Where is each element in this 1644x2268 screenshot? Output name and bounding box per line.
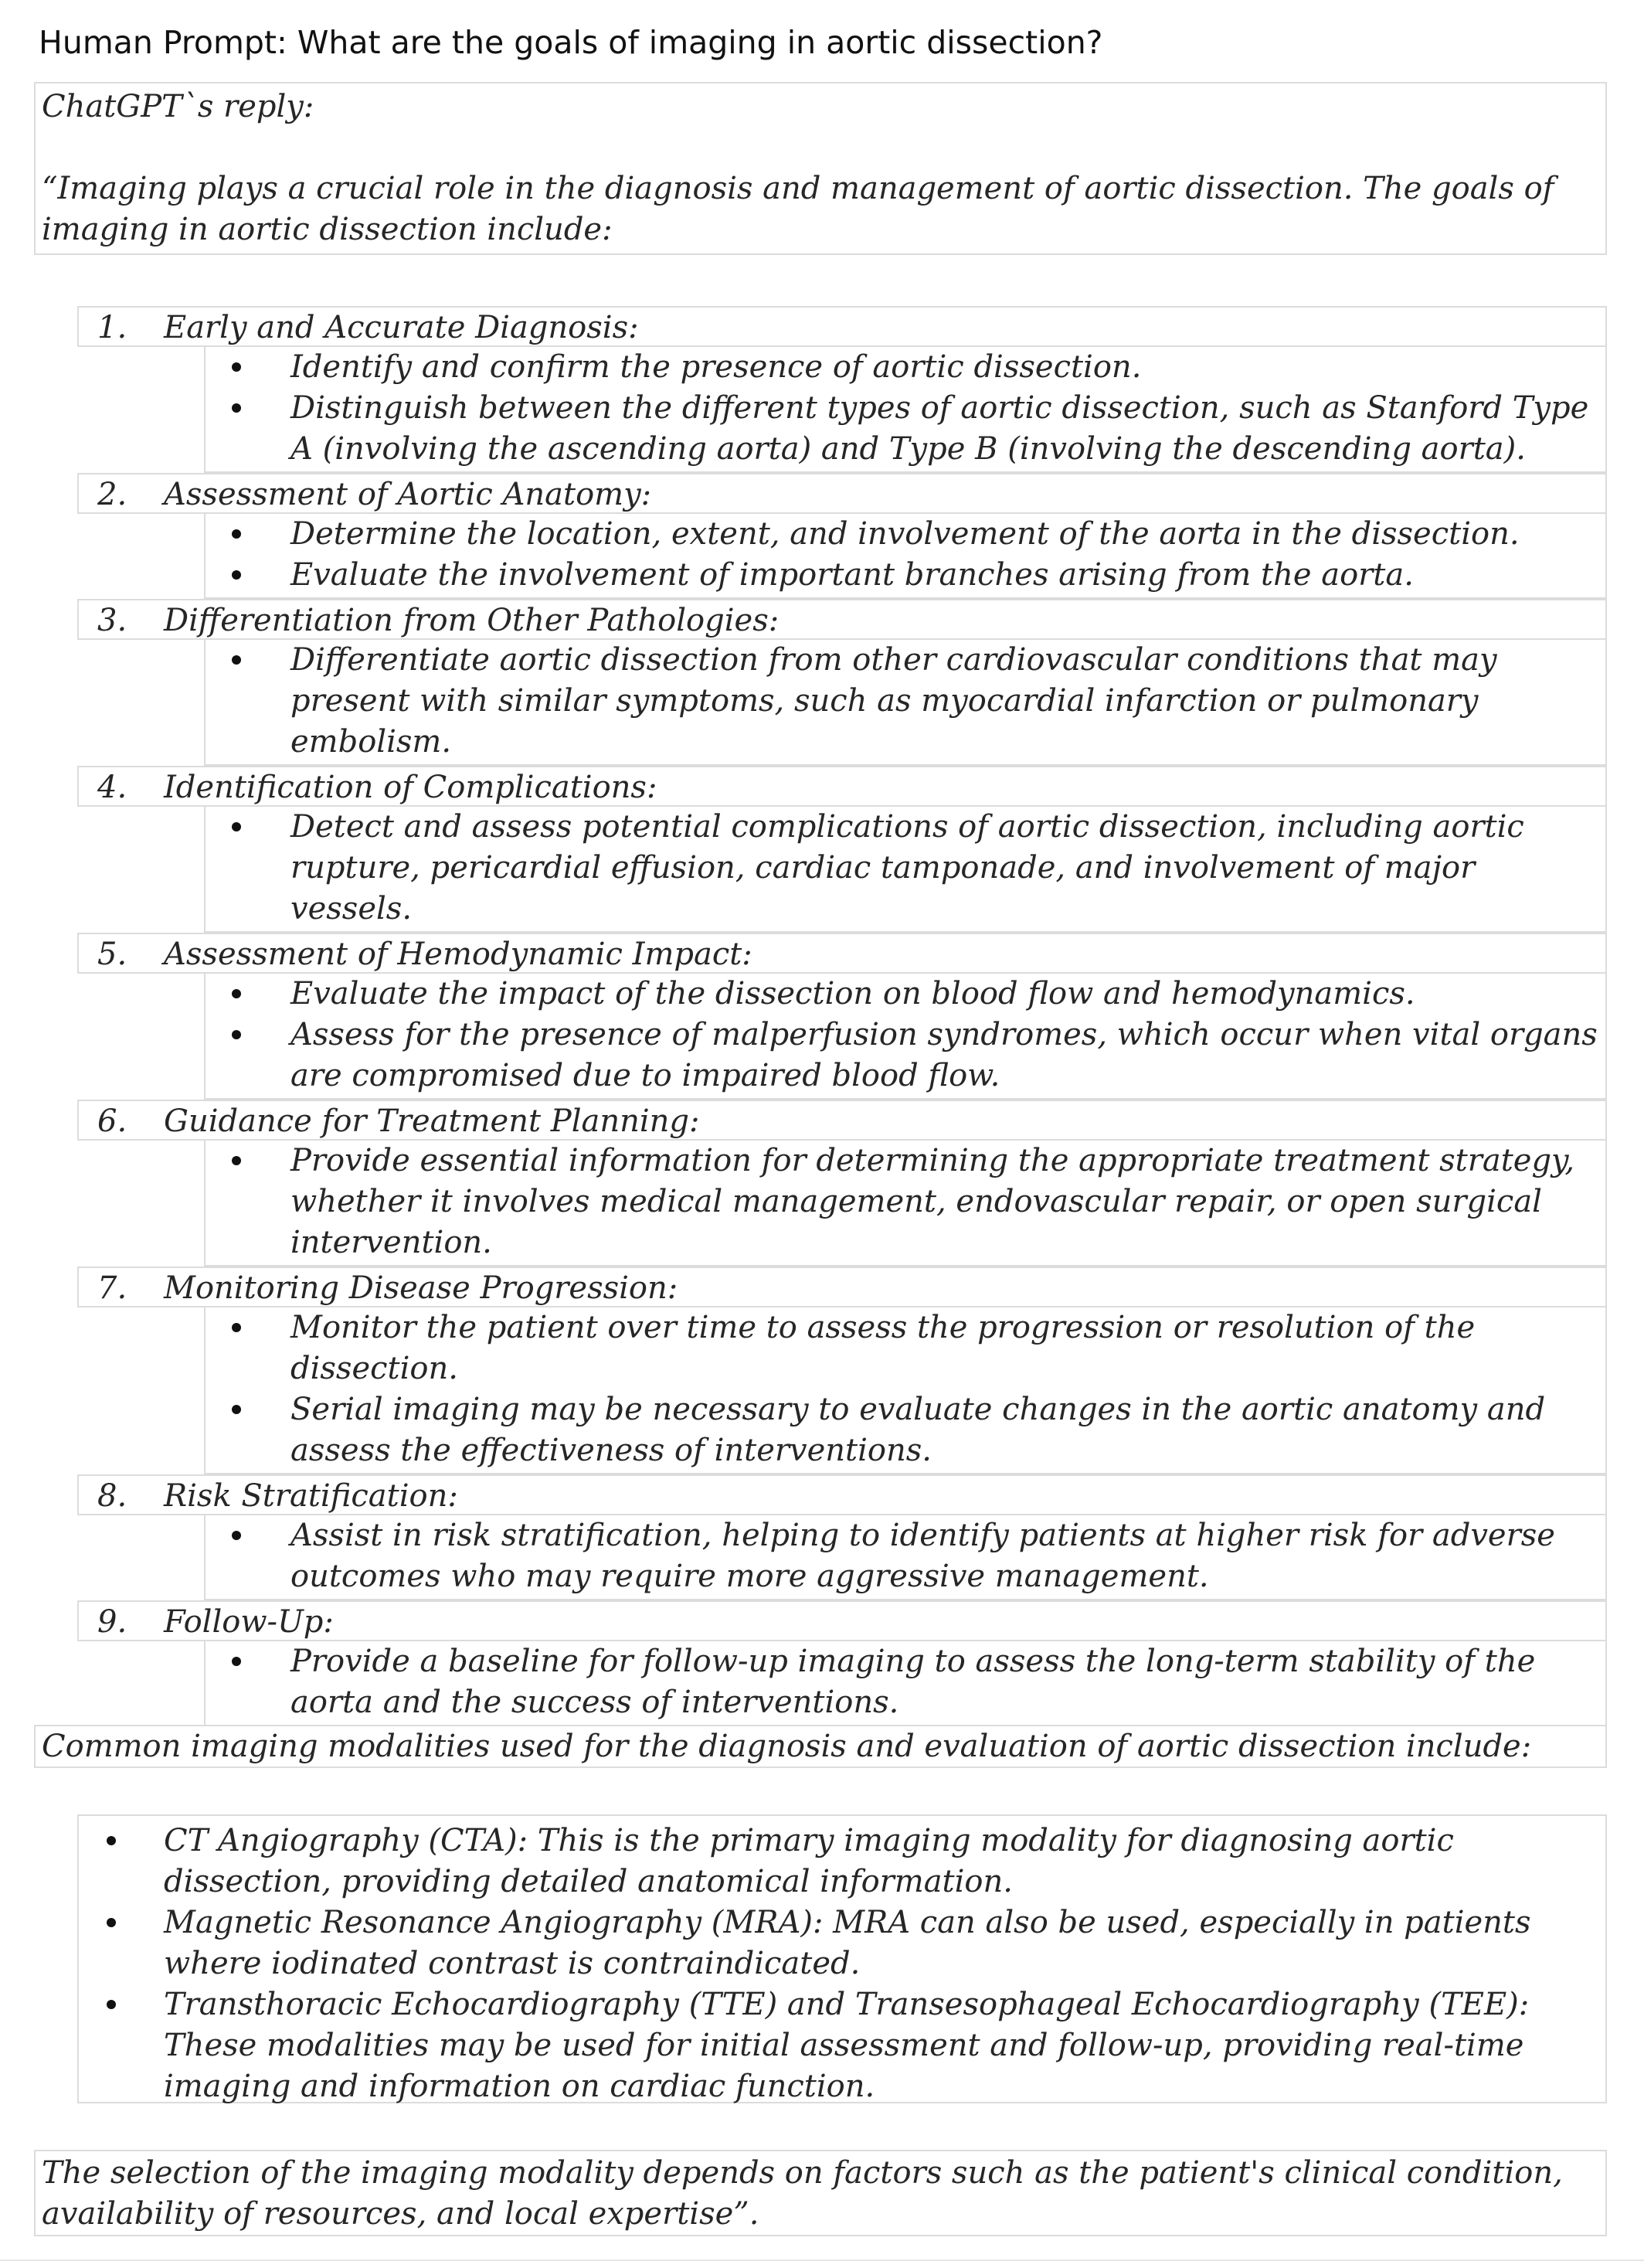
goal-title-row	[77, 1100, 1607, 1141]
goal-point	[206, 640, 1601, 763]
modalities-list	[77, 1814, 1607, 2103]
goal-point	[206, 1641, 1601, 1723]
goal-point-text: Monitor the patient over time to assess the progression or resolution of the dissection.	[290, 1310, 1476, 1386]
bullet-icon	[232, 1657, 241, 1666]
goal-point	[206, 1307, 1601, 1389]
human-prompt: Human Prompt: What are the goals of imaging in aortic dissection?	[39, 24, 1103, 61]
goals-list	[77, 306, 1607, 1726]
goal-point-text: Detect and assess potential complications of aortic dissection, including aortic rupture, pericardial effusion, cardiac tamponade, and involvement of major vessels.	[290, 809, 1524, 927]
bullet-icon	[107, 2000, 116, 2009]
goal-number: 7.	[97, 1270, 127, 1306]
bullet-icon	[232, 1323, 241, 1332]
goal-title-row	[77, 1600, 1607, 1641]
goal-point-text: Evaluate the impact of the dissection on blood flow and hemodynamics.	[290, 976, 1415, 1012]
page-divider	[0, 2259, 1644, 2261]
goal-point-text: Identify and confirm the presence of aortic dissection.	[290, 349, 1142, 385]
reply-intro-box	[34, 82, 1607, 255]
bullet-icon	[232, 403, 241, 413]
goal-points-box	[204, 640, 1607, 766]
modalities-intro: Common imaging modalities used for the diagnosis and evaluation of aortic dissection include:	[34, 1725, 1607, 1768]
goal-points-box	[204, 1641, 1607, 1726]
modality-item	[79, 1821, 1601, 1902]
goal-title: Assessment of Aortic Anatomy:	[164, 477, 652, 512]
goal-point-text: Assess for the presence of malperfusion syndromes, which occur when vital organs are compromised due to impaired blood flow.	[290, 1017, 1598, 1093]
goal-point	[206, 555, 1601, 596]
goal-point-text: Provide essential information for determining the appropriate treatment strategy, whether it involves medical management, endovascular repair, or open surgical intervention.	[290, 1143, 1575, 1260]
goal-title: Risk Stratification:	[164, 1478, 458, 1514]
goal-points-box	[204, 974, 1607, 1100]
goal-number: 9.	[97, 1604, 127, 1640]
bullet-icon	[232, 989, 241, 998]
reply-label: ChatGPT`s reply:	[42, 89, 314, 124]
goal-title-row	[77, 1267, 1607, 1307]
goal-point	[206, 514, 1601, 555]
goal-title: Identification of Complications:	[164, 770, 657, 805]
goal-title: Early and Accurate Diagnosis:	[164, 310, 639, 345]
goal-title: Differentiation from Other Pathologies:	[164, 603, 780, 638]
bullet-icon	[232, 822, 241, 831]
goal-title: Monitoring Disease Progression:	[164, 1270, 678, 1306]
goal-points-box	[204, 1515, 1607, 1600]
goal-number: 8.	[97, 1478, 127, 1514]
goal-title-row	[77, 933, 1607, 974]
bullet-icon	[107, 1836, 116, 1845]
goal-number: 5.	[97, 937, 127, 972]
goal-points-box	[204, 1307, 1607, 1474]
goal-title: Guidance for Treatment Planning:	[164, 1103, 700, 1139]
bullet-icon	[232, 529, 241, 539]
goal-title-row	[77, 473, 1607, 514]
modality-item	[79, 1902, 1601, 1984]
bullet-icon	[232, 570, 241, 580]
goal-title-row	[77, 766, 1607, 807]
goal-point	[206, 1141, 1601, 1263]
goal-point	[206, 1515, 1601, 1597]
goal-title-row	[77, 599, 1607, 640]
bullet-icon	[107, 1918, 116, 1927]
goal-point-text: Determine the location, extent, and involvement of the aorta in the dissection.	[290, 516, 1520, 552]
goal-point-text: Provide a baseline for follow-up imaging to assess the long-term stability of the aorta and the success of interventions.	[290, 1644, 1536, 1720]
bullet-icon	[232, 1030, 241, 1039]
goal-points-box	[204, 1141, 1607, 1267]
goal-point-text: Assist in risk stratification, helping to identify patients at higher risk for adverse outcomes who may require more aggressive management.	[290, 1518, 1555, 1594]
bullet-icon	[232, 1531, 241, 1540]
goal-number: 6.	[97, 1103, 127, 1139]
bullet-icon	[232, 362, 241, 372]
goal-points-box	[204, 347, 1607, 473]
goal-point	[206, 1389, 1601, 1471]
goal-number: 4.	[97, 770, 127, 805]
goal-number: 3.	[97, 603, 127, 638]
bullet-icon	[232, 655, 241, 665]
goal-points-box	[204, 807, 1607, 933]
goal-point-text: Serial imaging may be necessary to evaluate changes in the aortic anatomy and assess the effectiveness of interventions.	[290, 1392, 1546, 1468]
goal-points-box	[204, 514, 1607, 599]
goal-point-text: Differentiate aortic dissection from other cardiovascular conditions that may present with similar symptoms, such as myocardial infarction or pulmonary embolism.	[290, 642, 1497, 760]
goal-point	[206, 388, 1601, 470]
goal-point	[206, 807, 1601, 930]
goal-point	[206, 974, 1601, 1015]
modality-item	[79, 1984, 1601, 2107]
bullet-icon	[232, 1156, 241, 1165]
goal-title-row	[77, 306, 1607, 347]
modality-text: CT Angiography (CTA): This is the primary imaging modality for diagnosing aortic dissection, providing detailed anatomical information.	[164, 1823, 1454, 1899]
goal-point-text: Evaluate the involvement of important branches arising from the aorta.	[290, 557, 1414, 593]
conclusion-text: The selection of the imaging modality depends on factors such as the patient's clinical condition, availability of resources, and local expertise”.	[34, 2150, 1607, 2236]
goal-point-text: Distinguish between the different types of aortic dissection, such as Stanford Type A (involving the ascending aorta) and Type B (involving the descending aorta).	[290, 390, 1589, 467]
bullet-icon	[232, 1405, 241, 1414]
reply-intro-text: “Imaging plays a crucial role in the diagnosis and management of aortic dissection. The goals of imaging in aortic dissection include:	[42, 171, 1554, 247]
modality-text: Magnetic Resonance Angiography (MRA): MRA can also be used, especially in patients where iodinated contrast is contraindicated.	[164, 1905, 1531, 1981]
goal-title: Assessment of Hemodynamic Impact:	[164, 937, 752, 972]
goal-point	[206, 1015, 1601, 1097]
modality-text: Transthoracic Echocardiography (TTE) and Transesophageal Echocardiography (TEE): These modalities may be used for initial assessment and follow-up, providing real-time imaging and information on cardiac function.	[164, 1987, 1530, 2104]
goal-title: Follow-Up:	[164, 1604, 334, 1640]
goal-number: 1.	[97, 310, 127, 345]
goal-title-row	[77, 1474, 1607, 1515]
goal-point	[206, 347, 1601, 388]
goal-number: 2.	[97, 477, 127, 512]
